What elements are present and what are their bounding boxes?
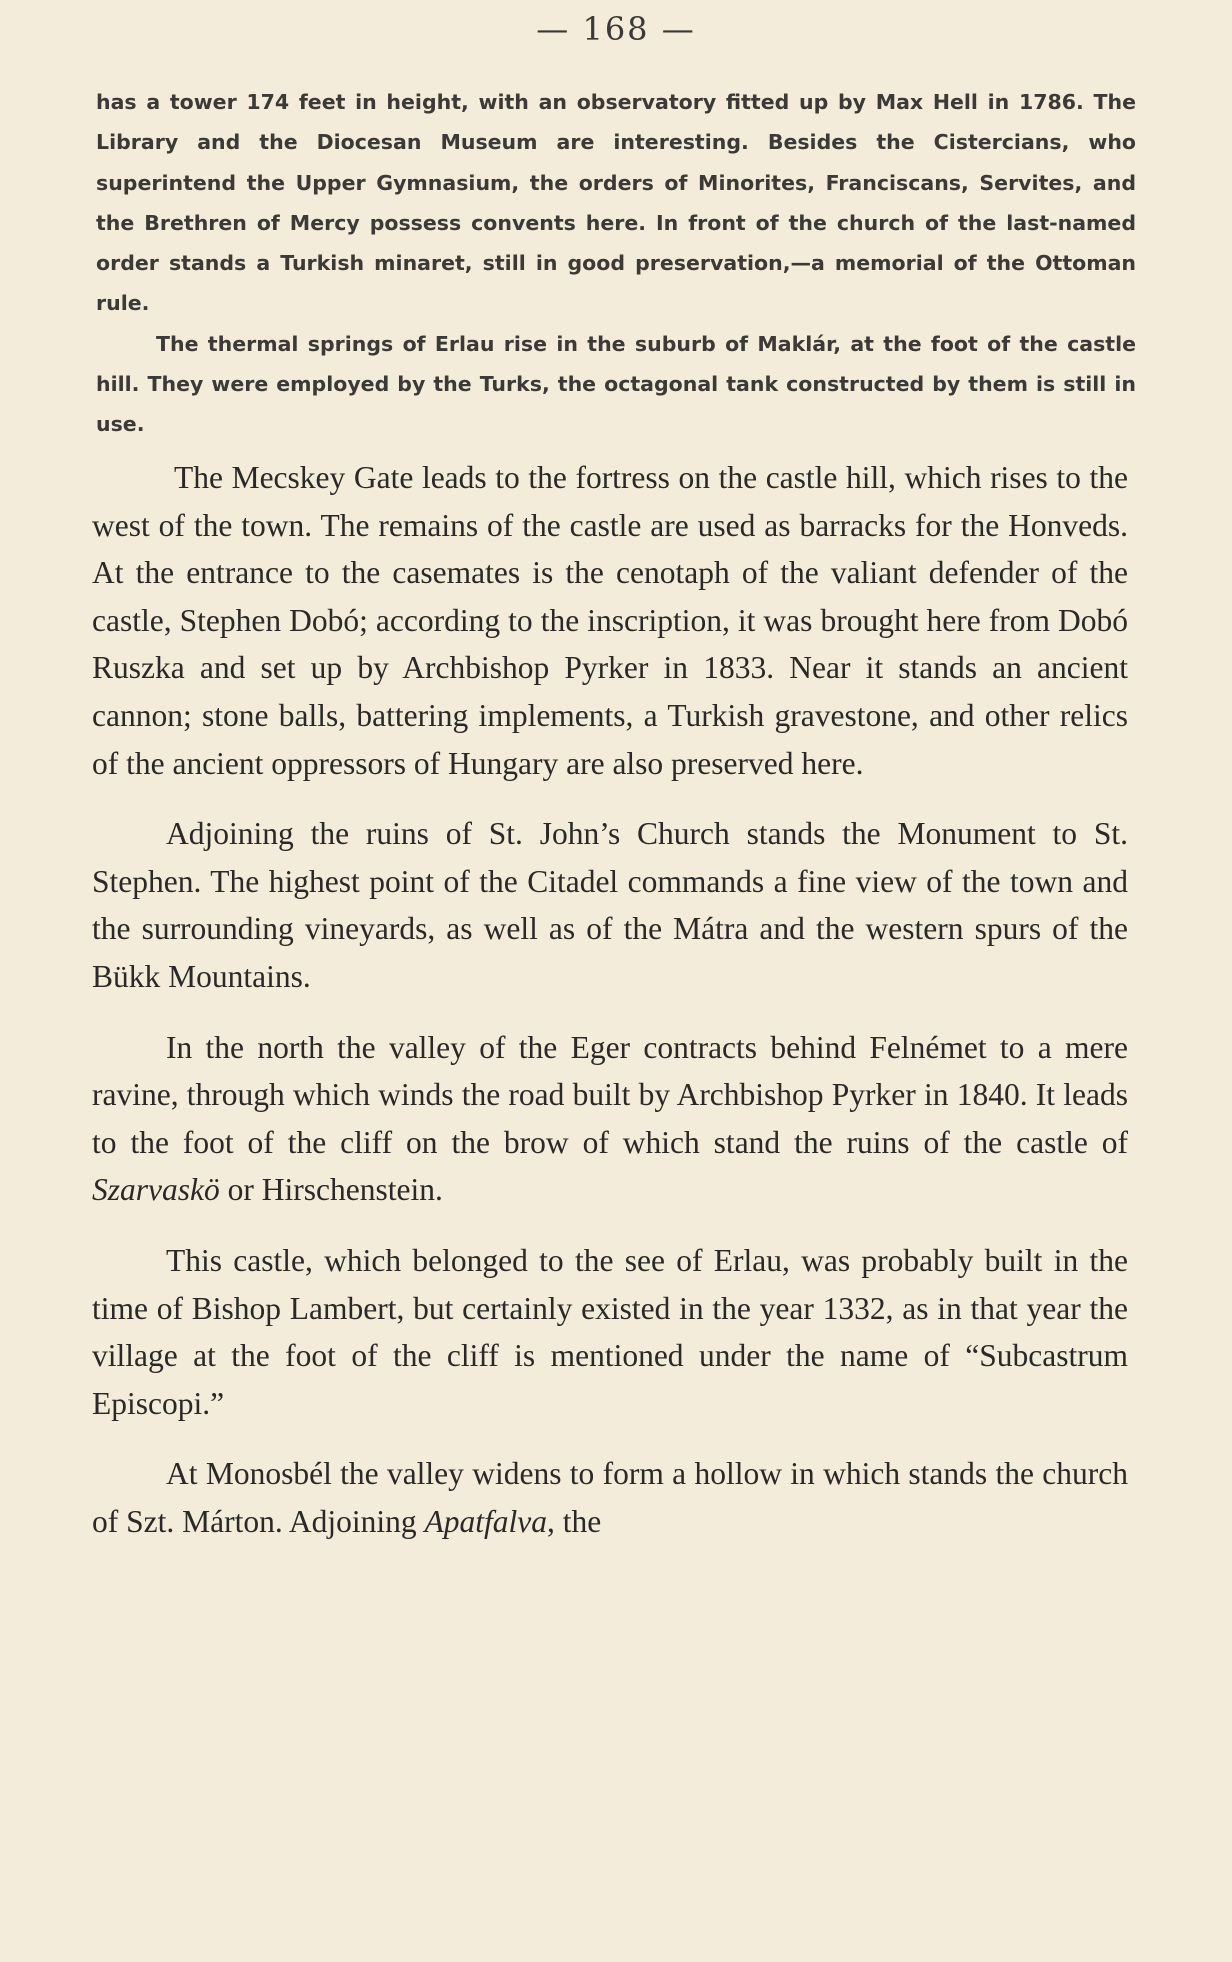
paragraph-text: At Monosbél the valley widens to form a hollow in which stands the church of Szt. Márton. Adjoining (92, 1456, 1128, 1539)
place-name-italic: Apatfalva (424, 1503, 547, 1539)
paragraph-st-stephen-monument: Adjoining the ruins of St. John’s Church stands the Monument to St. Stephen. The highest point of the Citadel commands a fine view of the town and the surrounding vineyards, as well as of the Mátra and the western spurs of the Bükk Mountains. (92, 816, 1128, 994)
paragraph-text: , the (546, 1503, 602, 1539)
paragraph-text: In the north the valley of the Eger contracts behind Felnémet to a mere ravine, through which winds the road built by Archbishop Pyrker in 1840. It leads to the foot of the cliff on the brow of which stand the ruins of the castle of (92, 1029, 1128, 1160)
paragraph-monosbel (92, 1450, 1128, 1545)
main-text-section (92, 454, 1128, 1568)
small-print-paragraph: has a tower 174 feet in height, with an observatory fitted up by Max Hell in 1786. The Library and the Diocesan Museum are interesting. Besides the Cistercians, who superintend the Upper Gymnasium, the orders of Minorites, Franciscans, Servites, and the Brethren of Mercy possess convents here. In front of the church of the last-named order stands a Turkish minaret, still in good preservation,—a memorial of the Ottoman rule. (96, 90, 1136, 316)
paragraph-eger-valley (92, 1024, 1128, 1214)
paragraph-castle-history: This castle, which belonged to the see of Erlau, was probably built in the time of Bishop Lambert, but certainly existed in the year 1332, as in that year the village at the foot of the cliff is mentioned under the name of “Subcastrum Episcopi.” (92, 1242, 1128, 1421)
place-name-italic: Szarvaskö (92, 1172, 220, 1208)
small-print-section (96, 82, 1136, 445)
paragraph-mecskey-gate: The Mecskey Gate leads to the fortress on the castle hill, which rises to the west of the town. The remains of the castle are used as barracks for the Honveds. At the entrance to the casemates is the cenotaph of the valiant defender of the castle, Stephen Dobó; according to the inscription, it was brought here from Dobó Ruszka and set up by Archbishop Pyrker in 1833. Near it stands an ancient cannon; stone balls, battering implements, a Turkish gravestone, and other relics of the ancient oppressors of Hungary are also preserved here. (92, 460, 1128, 781)
small-print-paragraph: The thermal springs of Erlau rise in the suburb of Maklár, at the foot of the castle hill. They were employed by the Turks, the octagonal tank constructed by them is still in use. (96, 331, 1136, 437)
paragraph-text: or Hirschenstein. (219, 1172, 443, 1208)
page-number: — 168 — (536, 10, 696, 48)
